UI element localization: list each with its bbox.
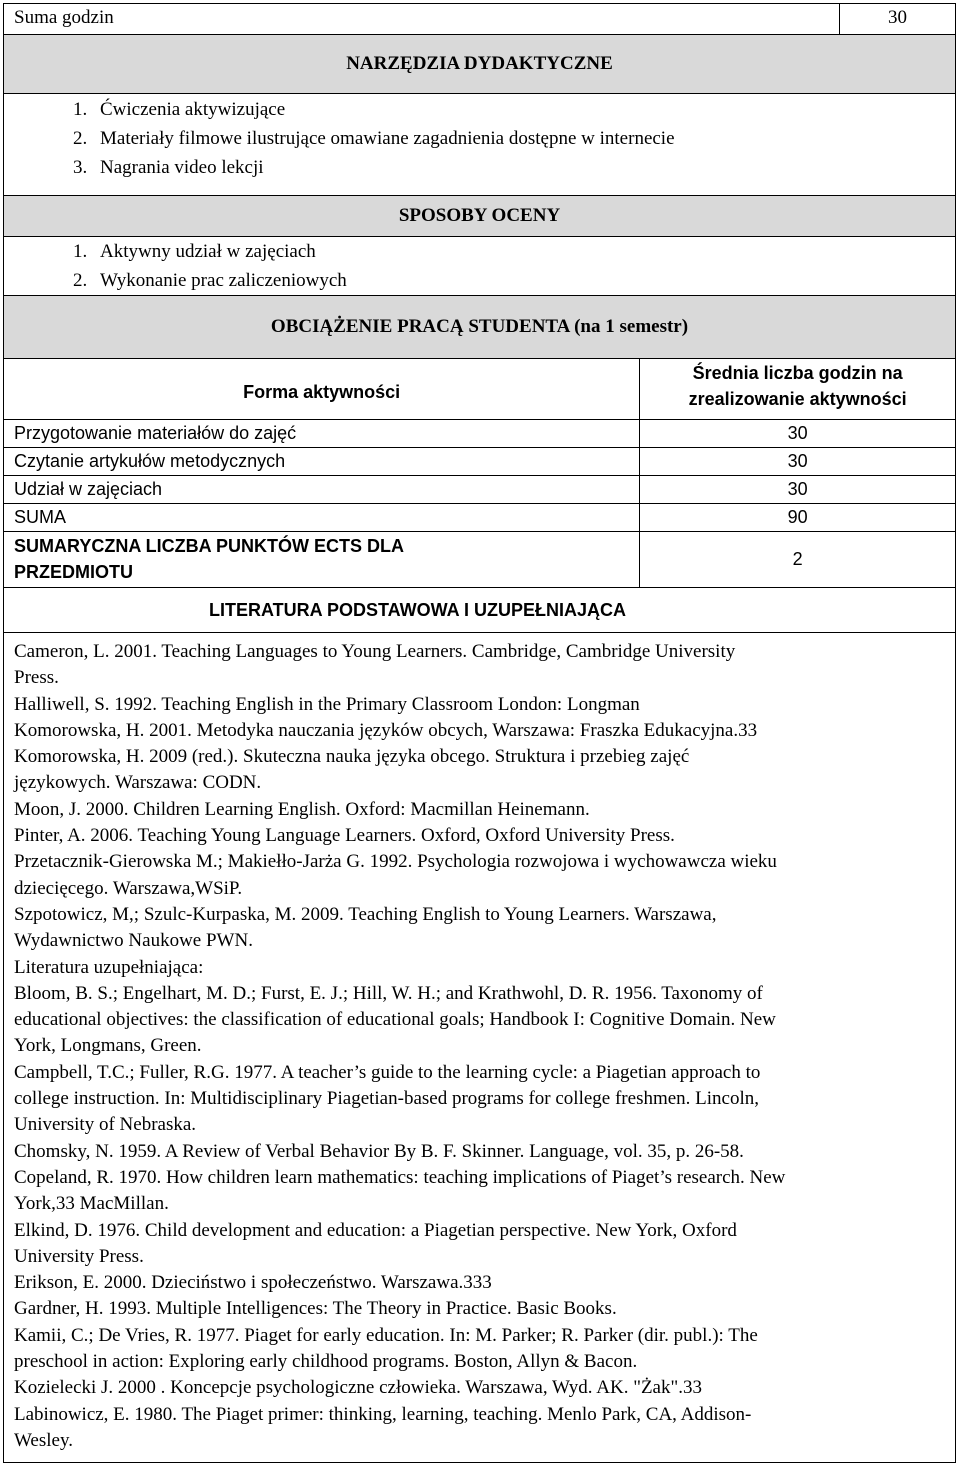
suma-godzin-value: 30 [840, 4, 956, 35]
ects-label-line-2: PRZEDMIOTU [14, 562, 133, 582]
literature-line: Erikson, E. 2000. Dzieciństwo i społeczeństwo. Warszawa.333 [14, 1272, 492, 1294]
literature-line: York, Longmans, Green. [14, 1035, 202, 1057]
literature-line: educational objectives: the classification of educational goals; Handbook I: Cognitive Domain. New [14, 1009, 776, 1031]
literature-line: Copeland, R. 1970. How children learn mathematics: teaching implications of Piaget’s research. New [14, 1166, 786, 1188]
literature-line: Halliwell, S. 1992. Teaching English in the Primary Classroom London: Longman [14, 693, 640, 715]
sposoby-oceny-list [14, 237, 955, 295]
narzedzia-title: NARZĘDZIA DYDAKTYCZNE [4, 35, 956, 94]
literature-line: University of Nebraska. [14, 1114, 197, 1136]
literature-line: Komorowska, H. 2009 (red.). Skuteczna nauka języka obcego. Struktura i przebieg zajęć [14, 746, 690, 768]
literature-line: Literatura uzupełniająca: [14, 956, 204, 978]
table-row [4, 476, 956, 504]
row-label: Przygotowanie materiałów do zajęć [4, 420, 640, 448]
literature-line: York,33 MacMillan. [14, 1193, 169, 1215]
literature-line: dziecięcego. Warszawa,WSiP. [14, 877, 243, 899]
literatura-title: LITERATURA PODSTAWOWA I UZUPEŁNIAJĄCA [4, 588, 956, 633]
table-row [4, 448, 956, 476]
literature-line: Komorowska, H. 2001. Metodyka nauczania języków obcych, Warszawa: Fraszka Edukacyjna.33 [14, 719, 758, 741]
ects-row [4, 532, 956, 588]
row-value: 30 [640, 448, 956, 476]
literature-line: językowych. Warszawa: CODN. [14, 772, 262, 794]
obciazenie-header-row [4, 359, 956, 420]
literatura-body [4, 633, 956, 1463]
row-value: 30 [640, 476, 956, 504]
literature-line: preschool in action: Exploring early childhood programs. Boston, Allyn & Bacon. [14, 1351, 638, 1373]
list-item: 1. Ćwiczenia aktywizujące [92, 95, 955, 124]
literature-line: Cameron, L. 2001. Teaching Languages to Young Learners. Cambridge, Cambridge University [14, 641, 736, 662]
ects-label-line-1: SUMARYCZNA LICZBA PUNKTÓW ECTS DLA [14, 536, 404, 556]
row-label: Udział w zajęciach [4, 476, 640, 504]
literature-line: Labinowicz, E. 1980. The Piaget primer: thinking, learning, teaching. Menlo Park, CA, Addison- [14, 1403, 752, 1425]
literature-line: University Press. [14, 1245, 144, 1267]
narzedzia-list [14, 95, 955, 182]
literature-line: Bloom, B. S.; Engelhart, M. D.; Furst, E. J.; Hill, W. H.; and Krathwohl, D. R. 1956. Taxonomy of [14, 982, 763, 1004]
row-value: 30 [640, 420, 956, 448]
syllabus-table [3, 3, 956, 1463]
literature-line: Przetacznik-Gierowska M.; Makiełło-Jarża G. 1992. Psychologia rozwojowa i wychowawcza wieku [14, 851, 777, 873]
col-forma-header: Forma aktywności [4, 359, 640, 420]
literature-line: Wesley. [14, 1429, 73, 1451]
suma-godzin-row [4, 4, 956, 35]
literature-line: college instruction. In: Multidisciplinary Piagetian-based programs for college freshmen. Lincoln, [14, 1088, 760, 1110]
literature-line: Chomsky, N. 1959. A Review of Verbal Behavior By B. F. Skinner. Language, vol. 35, p. 26-58. [14, 1140, 744, 1162]
literature-line: Pinter, A. 2006. Teaching Young Language Learners. Oxford, Oxford University Press. [14, 825, 675, 847]
table-row [4, 504, 956, 532]
literature-line: Gardner, H. 1993. Multiple Intelligences: The Theory in Practice. Basic Books. [14, 1298, 617, 1320]
literature-line: Moon, J. 2000. Children Learning English. Oxford: Macmillan Heinemann. [14, 798, 590, 820]
literature-line: Elkind, D. 1976. Child development and education: a Piagetian perspective. New York, Oxford [14, 1219, 737, 1241]
list-item: 2. Materiały filmowe ilustrujące omawiane zagadnienia dostępne w internecie [92, 124, 955, 153]
literature-line: Kamii, C.; De Vries, R. 1977. Piaget for early education. In: M. Parker; R. Parker (dir. publ.): The [14, 1324, 758, 1346]
literature-line: Campbell, T.C.; Fuller, R.G. 1977. A teacher’s guide to the learning cycle: a Piagetian approach to [14, 1061, 761, 1083]
ects-value: 2 [640, 532, 956, 588]
narzedzia-list-cell [4, 94, 956, 196]
literature-line: Kozielecki J. 2000 . Koncepcje psychologiczne człowieka. Warszawa, Wyd. AK. "Żak".33 [14, 1377, 702, 1399]
list-item: 1. Aktywny udział w zajęciach [92, 237, 955, 266]
suma-godzin-label: Suma godzin [4, 4, 840, 35]
literatura-list [14, 639, 955, 1454]
col-srednia-line-1: Średnia liczba godzin na [692, 363, 903, 383]
row-label: Czytanie artykułów metodycznych [4, 448, 640, 476]
ects-label [4, 532, 640, 588]
literature-line: Wydawnictwo Naukowe PWN. [14, 930, 253, 952]
sposoby-oceny-list-cell [4, 237, 956, 296]
list-item: 3. Nagrania video lekcji [92, 153, 955, 182]
col-srednia-line-2: zrealizowanie aktywności [688, 389, 907, 409]
row-label: SUMA [4, 504, 640, 532]
obciazenie-title: OBCIĄŻENIE PRACĄ STUDENTA (na 1 semestr) [4, 296, 956, 359]
sposoby-oceny-title: SPOSOBY OCENY [4, 196, 956, 237]
literature-line: Szpotowicz, M,; Szulc-Kurpaska, M. 2009. Teaching English to Young Learners. Warszawa, [14, 903, 717, 925]
literature-line: Press. [14, 667, 59, 689]
list-item: 2. Wykonanie prac zaliczeniowych [92, 266, 955, 295]
row-value: 90 [640, 504, 956, 532]
col-srednia-header [640, 359, 956, 420]
table-row [4, 420, 956, 448]
